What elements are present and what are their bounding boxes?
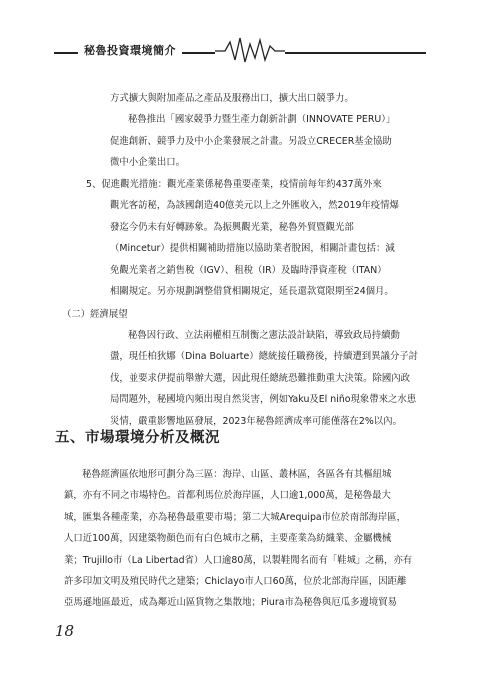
text-line: 秘魯經濟區依地形可劃分為三區：海岸、山區、叢林區，各區各有其樞紐城 (82, 469, 392, 480)
text-line: 微中小企業出口。 (110, 157, 186, 169)
text-line: 秘魯因行政、立法兩權相互制衡之憲法設計缺陷，導致政局持續動 (128, 330, 400, 341)
text-line: 亞馬遜地區最近，成為鄰近山區貨物之集散地；Piura市為秘魯與厄瓜多邊境貿易 (64, 597, 397, 609)
text-line: 5、促進觀光措施：觀光產業係秘魯重要產業，疫情前每年約437萬外來 (86, 179, 382, 190)
text-line: 觀光客訪秘，為該國創造40億美元以上之外匯收入，然2019年疫情爆 (110, 200, 399, 212)
text-line: 局問題外，秘國境內頻出現自然災害，例如Yaku及El niño現象帶來之水患 (110, 394, 417, 406)
paragraph-tourism-measures (86, 174, 430, 302)
subheading-economic-outlook: （二）經濟展望 (62, 309, 128, 320)
text-line: 促進創新、競爭力及中小企業發展之計畫。另設立CRECER基金協助 (110, 135, 392, 147)
page-header (0, 30, 480, 70)
text-line: 免觀光業者之銷售稅（IGV）、租稅（IR）及臨時淨資產稅（ITAN） (110, 264, 387, 276)
section-heading: 五、市場環境分析及概況 (55, 430, 220, 446)
page-number: 18 (55, 622, 75, 640)
header-title: 秘魯投資環境簡介 (78, 42, 182, 58)
text-line: 盪，現任柏狄娜（Dina Boluarte）總統接任職務後，持續遭到異議分子討 (110, 351, 418, 363)
text-line: 發迄今仍未有好轉跡象。為振興觀光業，秘魯外貿暨觀光部 (110, 221, 354, 233)
text-line: 伐，並要求伊提前舉辦大選，因此現任總統恐難推動重大決策。除國內政 (110, 372, 411, 384)
text-line: 災情，嚴重影響地區發展，2023年秘魯經濟成率可能僅落在2%以內。 (110, 415, 402, 427)
text-line: 人口近100萬，因建築物顏色而有白色城市之稱，主要產業為紡織業、金屬機械 (64, 533, 392, 545)
text-line: 業；Trujillo市（La Libertad省）人口逾80萬，以製鞋聞名而有「鞋城」之稱，亦有 (64, 554, 413, 566)
header-wave-icon (215, 32, 285, 68)
text-line: 方式擴大與附加產品之產品及服務出口，擴大出口競爭力。 (110, 93, 354, 104)
text-line: 相關規定。另亦規劃調整借貸相關規定，延長還款寬限期至24個月。 (110, 286, 394, 298)
text-line: 鎮，亦有不同之市場特色。首都利馬位於海岸區，人口逾1,000萬，是秘魯最大 (64, 490, 391, 502)
text-line: 秘魯推出「國家競爭力暨生產力創新計劃（INNOVATE PERU）」 (128, 114, 396, 126)
text-line: 城，匯集各種產業，亦為秘魯最重要市場；第二大城Arequipa市位於南部海岸區， (64, 511, 407, 523)
paragraph-market-environment (64, 464, 432, 614)
text-line: 許多印加文明及殖民時代之建築；Chiclayo市人口60萬，位於北部海岸區，因距離 (64, 576, 407, 588)
paragraph-export-measures (110, 88, 430, 174)
paragraph-economic-outlook (110, 325, 430, 432)
text-line: （Mincetur）提供相關補助措施以協助業者脫困，相關計畫包括：減 (110, 243, 395, 255)
